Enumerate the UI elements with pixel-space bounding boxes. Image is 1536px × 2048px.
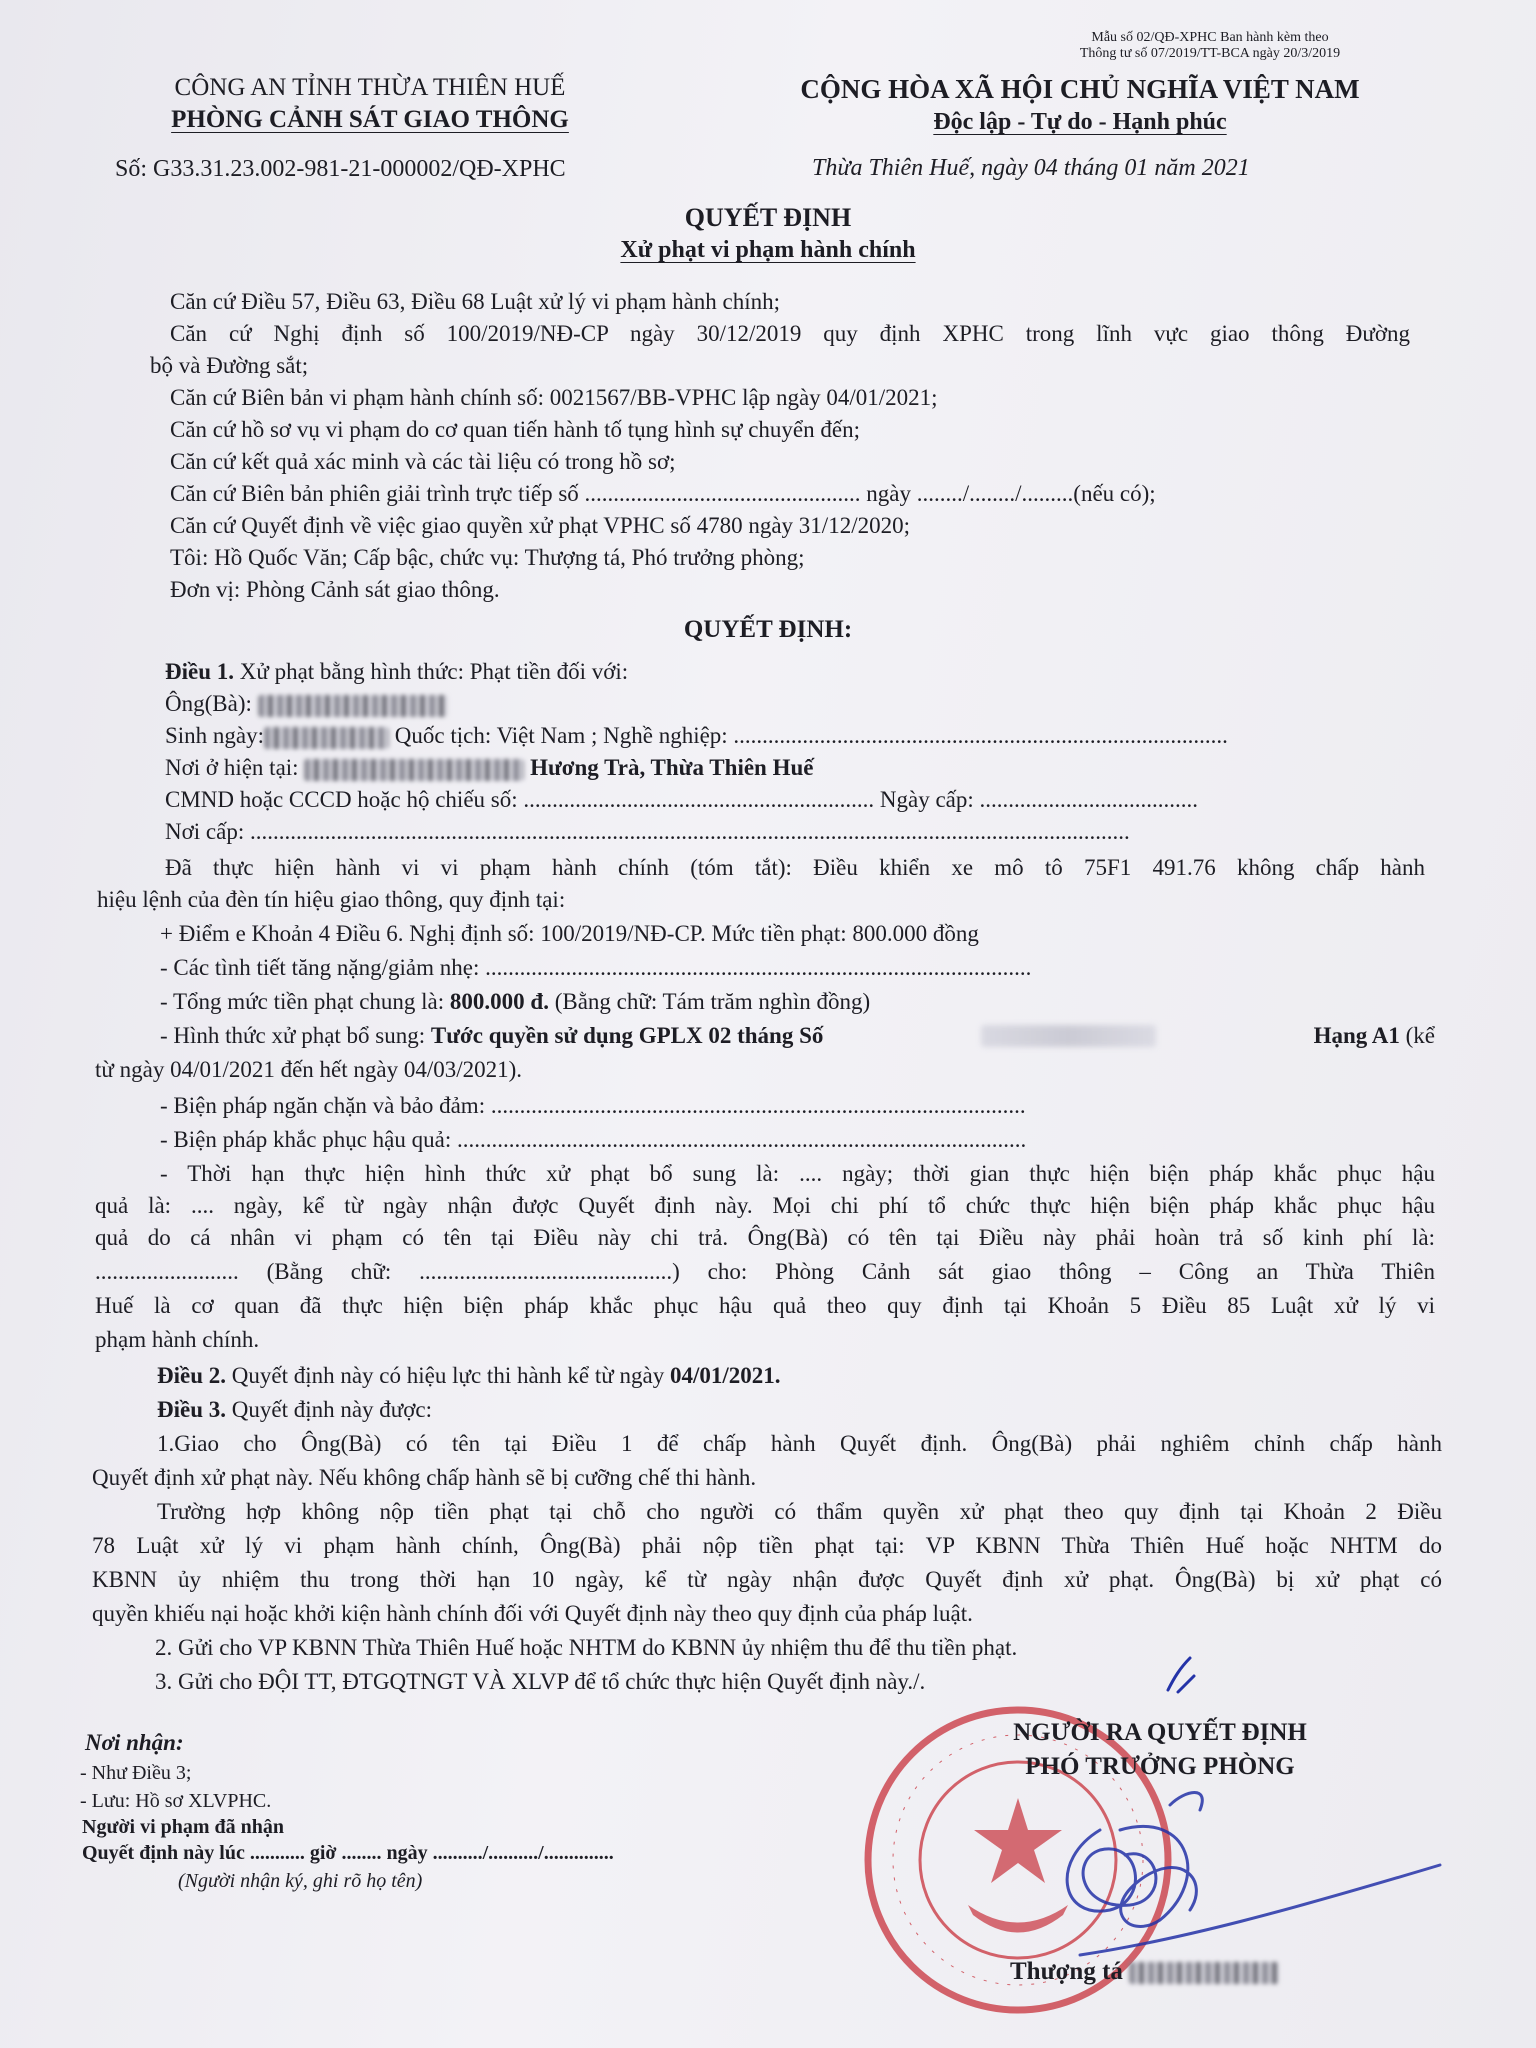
basis-2: Căn cứ Nghị định số 100/2019/NĐ-CP ngày 30/12/2019 quy định XPHC trong lĩnh vực giao thông Đường xyxy=(170,321,1410,346)
total-label: - Tổng mức tiền phạt chung là: xyxy=(160,989,450,1014)
article3-p2-4: quyền khiếu nại hoặc khởi kiện hành chính đối với Quyết định này theo quy định của pháp luật. xyxy=(92,1601,973,1626)
document-title: QUYẾT ĐỊNH xyxy=(684,203,852,232)
article1-intro xyxy=(165,656,628,688)
basis-6: Căn cứ Biên bản phiên giải trình trực tiếp số ................................................ ngày ......../......../.........(nếu có); xyxy=(170,481,1156,506)
circumstances-line: - Các tình tiết tăng nặng/giảm nhẹ: ............................................................................................... xyxy=(160,955,1032,980)
signature-loop-2 xyxy=(1120,1826,1196,1926)
issuer-agency: CÔNG AN TỈNH THỪA THIÊN HUẾ xyxy=(174,74,566,101)
violation-rule: + Điểm e Khoản 4 Điều 6. Nghị định số: 100/2019/NĐ-CP. Mức tiền phạt: 800.000 đồng xyxy=(160,921,979,946)
article2 xyxy=(157,1360,780,1392)
violation-act-1: Đã thực hiện hành vi vi phạm hành chính (tóm tắt): Điều khiển xe mô tô 75F1 491.76 không chấp hành xyxy=(165,855,1425,880)
article3-p2-1: Trường hợp không nộp tiền phạt tại chỗ cho người có thẩm quyền xử phạt theo quy định tại Khoản 2 Điều xyxy=(157,1499,1442,1524)
article1-intro-text: Xử phạt bằng hình thức: Phạt tiền đối với: xyxy=(234,659,629,684)
deadline-4: ......................... (Bằng chữ: ............................................) cho: Phòng Cảnh sát giao thông – Công an Thừa Thiên xyxy=(95,1259,1435,1284)
article3-label: Điều 3. xyxy=(157,1397,226,1422)
basis-1: Căn cứ Điều 57, Điều 63, Điều 68 Luật xử lý vi phạm hành chính; xyxy=(170,289,781,314)
form-note-line1: Mẫu số 02/QĐ-XPHC Ban hành kèm theo xyxy=(1091,30,1329,45)
signature-stroke xyxy=(1080,1865,1440,1955)
extra-period: từ ngày 04/01/2021 đến hết ngày 04/03/2021). xyxy=(95,1057,523,1082)
redacted-license-number xyxy=(981,1025,1156,1047)
article3-p1-2: Quyết định xử phạt này. Nếu không chấp hành sẽ bị cưỡng chế thi hành. xyxy=(92,1465,757,1490)
signer-name-line xyxy=(1010,1958,1279,1986)
article3-p1-1: 1.Giao cho Ông(Bà) có tên tại Điều 1 để chấp hành Quyết định. Ông(Bà) phải nghiêm chỉnh chấp hành xyxy=(157,1431,1442,1456)
address-tail: Hương Trà, Thừa Thiên Huế xyxy=(524,755,814,780)
remedy-line: - Biện pháp khắc phục hậu quả: ................................................................................................... xyxy=(160,1127,1027,1152)
article3-intro xyxy=(157,1394,432,1426)
signature-loop-1 xyxy=(1067,1830,1156,1911)
extra-penalty: Tước quyền sử dụng GPLX 02 tháng Số xyxy=(430,1023,824,1048)
redacted-signer-name xyxy=(1129,1962,1279,1984)
deadline-6: phạm hành chính. xyxy=(95,1327,260,1352)
document-subtitle-text: Xử phạt vi phạm hành chính xyxy=(620,237,916,263)
extra-label: - Hình thức xử phạt bổ sung: xyxy=(160,1023,431,1048)
document-subtitle xyxy=(0,236,1536,264)
issuer-department: PHÒNG CẢNH SÁT GIAO THÔNG xyxy=(171,106,569,133)
country-name: CỘNG HÒA XÃ HỘI CHỦ NGHĨA VIỆT NAM xyxy=(800,74,1360,104)
dob-label: Sinh ngày: xyxy=(165,723,265,748)
article3-p2-2: 78 Luật xử lý vi phạm hành chính, Ông(Bà) phải nộp tiền phạt tại: VP KBNN Thừa Thiên Huế hoặc NHTM do xyxy=(92,1533,1442,1558)
article3-p4: 3. Gửi cho ĐỘI TT, ĐTGQTNGT VÀ XLVP để tổ chức thực hiện Quyết định này./. xyxy=(155,1669,926,1694)
received-line-2: Quyết định này lúc ........... giờ ........ ngày ........../........../.............. xyxy=(82,1842,614,1864)
total-fine-line xyxy=(160,986,870,1018)
form-note-line2: Thông tư số 07/2019/TT-BCA ngày 20/3/2019 xyxy=(1079,46,1341,61)
signer-title: NGƯỜI RA QUYẾT ĐỊNH xyxy=(1013,1719,1307,1746)
id-line: CMND hoặc CCCD hoặc hộ chiếu số: ............................................................. Ngày cấp: ...................................... xyxy=(165,787,1199,812)
extra-penalty-group xyxy=(160,1020,823,1052)
deadline-5: Huế là cơ quan đã thực hiện biện pháp khắc phục hậu quả theo quy định tại Khoản 5 Điều 85 Luật xử lý vi xyxy=(95,1293,1435,1318)
license-class: Hạng A1 xyxy=(1313,1023,1400,1048)
nationality-text: Quốc tịch: Việt Nam ; Nghề nghiệp: ...................................................................................... xyxy=(389,723,1228,748)
article3-p3: 2. Gửi cho VP KBNN Thừa Thiên Huế hoặc NHTM do KBNN ủy nhiệm thu để thu tiền phạt. xyxy=(155,1635,1018,1660)
basis-9: Đơn vị: Phòng Cảnh sát giao thông. xyxy=(170,577,500,602)
person-dob-line xyxy=(165,720,1228,752)
place-date: Thừa Thiên Huế, ngày 04 tháng 01 năm 2021 xyxy=(812,155,1250,181)
article2-text: Quyết định này có hiệu lực thi hành kể từ ngày xyxy=(226,1363,670,1388)
recipients-heading: Nơi nhận: xyxy=(85,1730,184,1755)
extra-penalty-line xyxy=(160,1020,1435,1052)
article1-label: Điều 1. xyxy=(165,659,234,684)
name-label: Ông(Bà): xyxy=(165,691,252,716)
article2-date: 04/01/2021. xyxy=(669,1363,781,1388)
total-amount: 800.000 đ. xyxy=(449,989,549,1014)
basis-7: Căn cứ Quyết định về việc giao quyền xử phạt VPHC số 4780 ngày 31/12/2020; xyxy=(170,513,910,538)
basis-3: Căn cứ Biên bản vi phạm hành chính số: 0021567/BB-VPHC lập ngày 04/01/2021; xyxy=(170,385,938,410)
redacted-name xyxy=(258,695,448,717)
signer-rank: Thượng tá xyxy=(1010,1958,1123,1985)
basis-5: Căn cứ kết quả xác minh và các tài liệu có trong hồ sơ; xyxy=(170,449,676,474)
issue-place-line: Nơi cấp: ......................................................................................................................................................... xyxy=(165,819,1130,844)
article3-intro-text: Quyết định này được: xyxy=(226,1397,433,1422)
recipients-item-2: - Lưu: Hồ sơ XLVPHC. xyxy=(80,1790,272,1812)
basis-4: Căn cứ hồ sơ vụ vi phạm do cơ quan tiến hành tố tụng hình sự chuyển đến; xyxy=(170,417,860,442)
issuer-header xyxy=(110,72,630,136)
form-note xyxy=(1010,30,1410,62)
deadline-2: quả là: .... ngày, kể từ ngày nhận được Quyết định này. Mọi chi phí tổ chức thực hiện biện pháp khắc phục hậu xyxy=(95,1193,1435,1218)
decision-number: Số: G33.31.23.002-981-21-000002/QĐ-XPHC xyxy=(115,156,566,182)
person-name-line xyxy=(165,688,448,720)
signature-flourish xyxy=(1170,1793,1202,1811)
recipients-item-1: - Như Điều 3; xyxy=(80,1762,192,1784)
basis-8: Tôi: Hồ Quốc Văn; Cấp bậc, chức vụ: Thượng tá, Phó trưởng phòng; xyxy=(170,545,805,570)
national-header xyxy=(770,72,1390,138)
redacted-address xyxy=(304,759,524,781)
national-motto: Độc lập - Tự do - Hạnh phúc xyxy=(933,109,1227,135)
signer-position: PHÓ TRƯỞNG PHÒNG xyxy=(1025,1753,1295,1780)
decision-heading: QUYẾT ĐỊNH: xyxy=(683,616,853,643)
received-line-1: Người vi phạm đã nhận xyxy=(82,1816,285,1838)
violation-act-2: hiệu lệnh của đèn tín hiệu giao thông, quy định tại: xyxy=(97,887,566,912)
article3-p2-3: KBNN ủy nhiệm thu trong thời hạn 10 ngày, kể từ ngày nhận được Quyết định xử phạt. Ông(Bà) bị xử phạt có xyxy=(92,1567,1442,1592)
total-words: (Bằng chữ: Tám trăm nghìn đồng) xyxy=(548,989,871,1014)
address-label: Nơi ở hiện tại: xyxy=(165,755,299,780)
check-mark-icon xyxy=(1160,1650,1210,1700)
signature xyxy=(1040,1770,1460,1970)
received-note: (Người nhận ký, ghi rõ họ tên) xyxy=(178,1870,423,1892)
extra-class-group xyxy=(1314,1020,1435,1052)
redacted-dob xyxy=(264,727,389,749)
article2-label: Điều 2. xyxy=(157,1363,226,1388)
extra-open: (kể xyxy=(1399,1023,1435,1048)
deadline-1: - Thời hạn thực hiện hình thức xử phạt bổ sung là: .... ngày; thời gian thực hiện biện pháp khắc phục hậu xyxy=(160,1161,1435,1186)
person-address-line xyxy=(165,752,813,784)
deadline-3: quả do cá nhân vi phạm có tên tại Điều này chi trả. Ông(Bà) có tên tại Điều này phải hoàn trả số kinh phí là: xyxy=(95,1225,1435,1250)
basis-2-cont: bộ và Đường sắt; xyxy=(150,353,309,378)
prevention-line: - Biện pháp ngăn chặn và bảo đảm: ............................................................................................. xyxy=(160,1093,1026,1118)
